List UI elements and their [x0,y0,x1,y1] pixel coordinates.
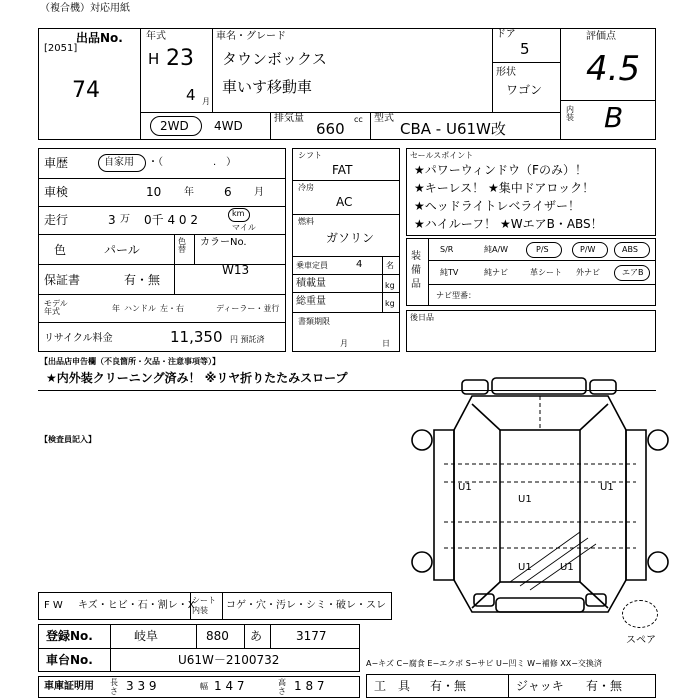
equip-tv: 純TV [440,268,459,277]
displacement-unit: cc [354,115,363,124]
sales-label: セールスポイント [410,151,474,160]
jack-label: ジャッキ [516,679,564,693]
ac-label: 冷房 [298,183,314,192]
spare-tire-icon [622,600,658,628]
model-code: CBA - U61W改 [400,120,506,138]
damage-mark-3: U1 [600,482,614,493]
equipment-label: 装備品 [411,251,421,290]
notes-label: 【出品店申告欄（不良箇所・欠品・注意事項等）】 [40,357,220,366]
hgt-value: 1 8 7 [294,679,325,693]
reg-class: 880 [206,629,229,643]
model-year-label: モデル年式 [44,299,68,316]
handle-value: 左・右 [160,304,184,313]
fw-label: F W [44,600,63,611]
displacement-label: 排気量 [274,113,304,124]
dealer-label: ディーラー・並行 [216,304,280,313]
after-date-block [406,310,656,352]
sales-line-4: ★ハイルーフ！ ★WエアB・ABS！ [414,217,603,231]
sales-line-2: ★キーレス！ ★集中ドアロック！ [414,181,595,195]
equip-navi: 純ナビ [484,268,508,277]
color-label: 色 [54,243,67,257]
jack-value: 有・無 [586,679,623,693]
score-label: 評価点 [586,31,616,42]
vehicle-header-block [38,28,656,140]
docs-month: 月 [340,339,348,348]
mileage-man-unit: 万 [120,214,130,225]
body-type: ワゴン [506,83,543,97]
color-change-label: 色替 [178,237,186,254]
color-no: W13 [222,263,250,277]
inspector-label: 【検査員記入】 [40,435,96,444]
reg-kana: あ [250,629,263,643]
history-private: 自家用 [104,157,134,168]
seat-items: コゲ・穴・汚レ・シミ・破レ・スレ [226,600,386,611]
color-no-label: カラーNo. [200,237,247,248]
inspection-month-unit: 月 [254,187,264,198]
load-label: 積載量 [296,278,326,289]
shift-label: シフト [298,151,322,160]
equip-ext-navi: 外ナビ [576,268,600,277]
year-value: 23 [166,46,194,71]
capacity-label: 乗車定員 [296,261,328,270]
interior-label: 内装 [566,105,574,122]
model-name-label: 車名・グレード [216,31,286,42]
equip-alloy: 純A/W [484,245,509,254]
cert-label: 車庫証明用 [44,681,94,692]
model-code-label: 型式 [374,113,394,124]
damage-mark-5: U1 [560,562,574,573]
recycle-amount: 11,350 [170,328,223,346]
reg-number: 3177 [296,629,327,643]
sales-line-3: ★ヘッドライトレベライザー！ [414,199,581,213]
inspection-year-unit: 年 [184,187,194,198]
equip-pw: P/W [580,245,596,254]
model-year-unit: 年 [112,304,120,313]
mileage-mile: マイル [232,223,256,232]
door-count: 5 [520,40,530,58]
inspection-year: 10 [146,185,162,199]
lot-number: 74 [72,78,100,103]
equip-sr: S/R [440,245,454,254]
mileage-rest: 0千 4 0 2 [144,213,198,227]
mileage-man: 3 [108,213,116,227]
len-label: 長さ [110,678,118,696]
history-rest: ・（ . ） [148,157,237,168]
docs-day: 日 [382,339,390,348]
equip-leather: 革シート [530,268,562,277]
warranty-value: 有・無 [124,273,161,287]
damage-mark-1: U1 [458,482,472,493]
warranty-label: 保証書 [44,273,81,287]
load-unit: kg [385,281,395,290]
recycle-label: リサイクル料金 [44,333,113,344]
sales-line-1: ★パワーウィンドウ（Fのみ）！ [414,163,587,177]
mileage-label: 走行 [44,213,69,227]
model-name: タウンボックス [222,50,327,68]
month-unit: 月 [202,97,210,106]
lot-label: 出品No. [76,31,123,45]
handle-label: ハンドル [124,304,156,313]
ac-value: AC [336,195,353,209]
chassis-label: 車台No. [46,653,93,667]
total-weight-unit: kg [385,299,395,308]
grade: 車いす移動車 [222,78,313,96]
reg-label: 登録No. [46,629,93,643]
year-label: 年式 [146,31,166,42]
era: H [148,50,160,68]
color-value: パール [104,243,140,257]
history-label: 車歴 [44,156,69,170]
docs-label: 書類期限 [298,317,330,326]
shift-value: FAT [332,163,353,177]
car-diagram [400,372,680,630]
damage-codes: A−キズ C−腐食 E−エクボ S−サビ U−凹ミ W−補修 XX−交換済 [366,659,602,668]
wid-label: 幅 [200,682,208,691]
navi-label: ナビ型番： [436,291,476,300]
displacement: 660 [316,120,345,138]
inspection-label: 車検 [44,185,69,199]
interior-grade: B [604,101,624,134]
score-value: 4.5 [586,49,641,89]
fw-items: キズ・ヒビ・石・割レ・X [78,600,195,611]
tools-value: 有・無 [430,679,467,693]
capacity-value: 4 [356,259,363,270]
body-type-label: 形状 [496,67,516,78]
notes-text: ★内外装クリーニング済み！ ※リヤ折りたたみスロープ [46,371,348,385]
lot-stamp: [2051] [44,43,78,54]
wid-value: 1 4 7 [214,679,245,693]
len-value: 3 3 9 [126,679,157,693]
month-value: 4 [186,86,196,104]
equip-airbag: エアB [622,268,644,277]
recycle-unit: 円 預託済 [230,335,265,344]
total-weight-label: 総重量 [296,296,326,307]
hgt-label: 高さ [278,678,286,696]
chassis-number: U61W－2100732 [178,653,280,667]
tools-label: 工 具 [374,679,411,693]
capacity-unit: 名 [386,261,394,270]
drive-4wd: 4WD [214,119,243,133]
door-label: ドア [496,29,516,40]
reg-region: 岐阜 [134,629,159,643]
damage-mark-4: U1 [518,562,532,573]
spare-label: スペア [626,635,656,646]
equip-abs: ABS [622,245,638,254]
drive-2wd: 2WD [160,119,189,133]
equip-ps: P/S [536,245,549,254]
inspection-month: 6 [224,185,232,199]
fuel-label: 燃料 [298,217,314,226]
mileage-km: km [232,209,245,218]
seat-label: シート内装 [192,596,216,615]
after-date-label: 後日品 [410,313,434,322]
sheet-header: （複合機）対応用紙 [40,3,130,14]
damage-mark-2: U1 [518,494,532,505]
fuel-value: ガソリン [326,231,375,245]
